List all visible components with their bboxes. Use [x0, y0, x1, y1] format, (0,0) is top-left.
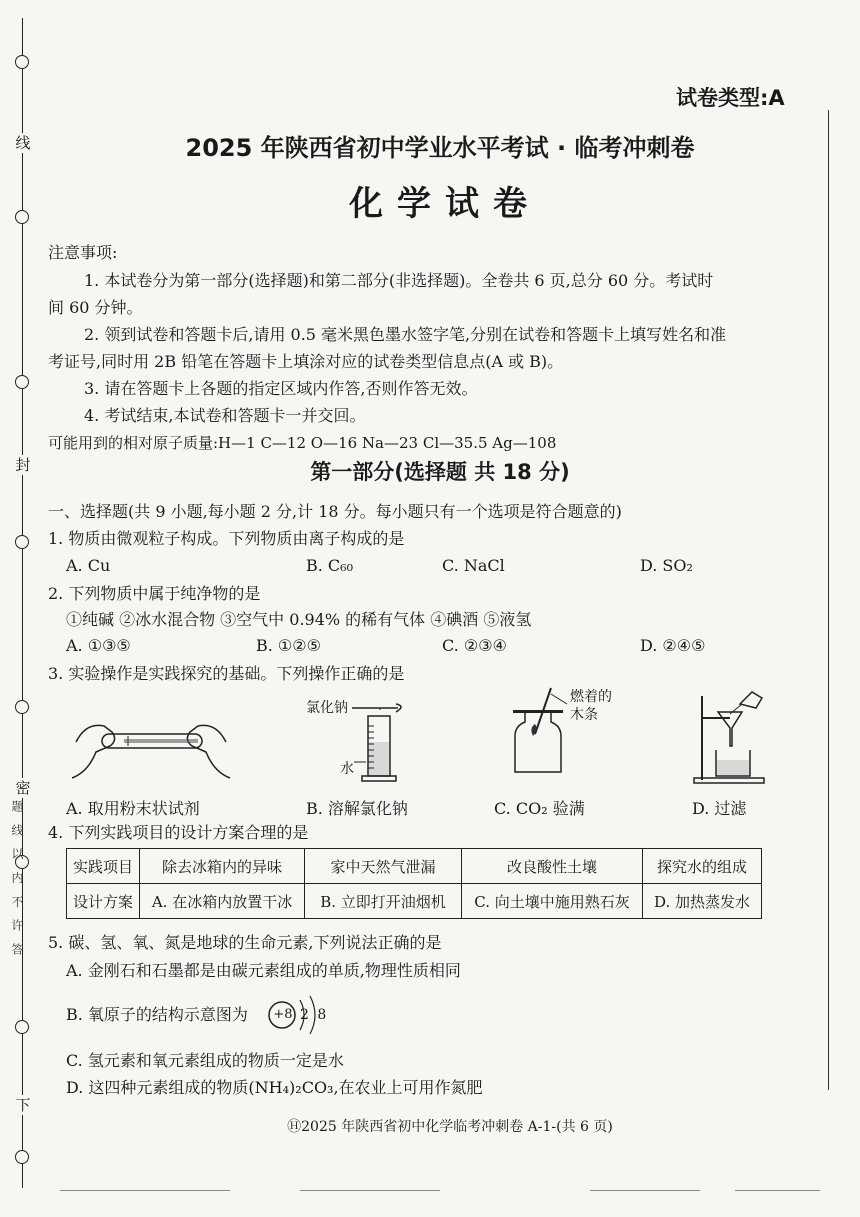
q1-option-c: C. NaCl — [442, 556, 505, 575]
scan-edge — [590, 1190, 700, 1191]
q1-option-a: A. Cu — [66, 556, 111, 575]
part1-instruction: 一、选择题(共 9 小题,每小题 2 分,计 18 分。每小题只有一个选项是符合题意的) — [48, 502, 622, 521]
binding-char-below: 下 — [8, 1095, 38, 1115]
q3-label-water: 水 — [340, 761, 354, 777]
q3-caption-c: C. CO₂ 验满 — [494, 799, 585, 818]
notes-heading: 注意事项: — [48, 243, 118, 262]
q5-option-a: A. 金刚石和石墨都是由碳元素组成的单质,物理性质相同 — [66, 961, 461, 980]
binding-hole — [15, 1150, 29, 1164]
q3-caption-d: D. 过滤 — [692, 799, 747, 818]
note-2-cont: 考证号,同时用 2B 铅笔在答题卡上填涂对应的试卷类型信息点(A 或 B)。 — [48, 352, 564, 371]
binding-hole — [15, 55, 29, 69]
q4-stem: 4. 下列实践项目的设计方案合理的是 — [48, 823, 309, 842]
scan-edge — [300, 1190, 440, 1191]
q1-option-b: B. C₆₀ — [306, 556, 353, 575]
table-cell: 探究水的组成 — [643, 849, 762, 884]
q5-option-b: B. 氧原子的结构示意图为 — [66, 1005, 248, 1024]
exam-subject: 化学试卷 — [349, 184, 541, 224]
atom-shell-labels: 2 8 — [300, 1007, 329, 1023]
binding-side-text: 题 线 以 内 不 许 答 — [10, 800, 24, 959]
atomic-masses: 可能用到的相对原子质量:H—1 C—12 O—16 Na—23 Cl—35.5 Ag—108 — [48, 434, 557, 452]
q4-table — [66, 848, 762, 919]
q3-label-nacl: 氯化钠 — [306, 700, 348, 716]
q2-option-c: C. ②③④ — [442, 636, 507, 655]
q5-option-d: D. 这四种元素组成的物质(NH₄)₂CO₃,在农业上可用作氮肥 — [66, 1078, 483, 1097]
table-cell: 除去冰箱内的异味 — [140, 849, 305, 884]
q2-option-a: A. ①③⑤ — [66, 636, 131, 655]
q2-option-d: D. ②④⑤ — [640, 636, 706, 655]
figure-c-gas-bottle — [505, 684, 575, 784]
q1-stem: 1. 物质由微观粒子构成。下列物质由离子构成的是 — [48, 529, 405, 548]
exam-title: 2025 年陕西省初中学业水平考试 · 临考冲刺卷 — [185, 134, 695, 162]
note-3: 3. 请在答题卡上各题的指定区域内作答,否则作答无效。 — [84, 379, 478, 398]
binding-char-secret: 密 — [8, 778, 38, 798]
figure-a-test-tube — [66, 712, 236, 792]
table-cell: 改良酸性土壤 — [462, 849, 643, 884]
table-cell: C. 向土壤中施用熟石灰 — [462, 884, 643, 919]
table-row — [67, 884, 762, 919]
figure-d-filtration — [690, 688, 770, 788]
q2-stem: 2. 下列物质中属于纯净物的是 — [48, 584, 261, 603]
part1-title: 第一部分(选择题 共 18 分) — [310, 460, 570, 484]
table-cell: 家中天然气泄漏 — [305, 849, 462, 884]
q3-caption-a: A. 取用粉末状试剂 — [66, 799, 200, 818]
q3-label-stick: 木条 — [570, 707, 598, 723]
note-1: 1. 本试卷分为第一部分(选择题)和第二部分(非选择题)。全卷共 6 页,总分 60 分。考试时 — [84, 271, 714, 290]
binding-hole — [15, 535, 29, 549]
binding-hole — [15, 375, 29, 389]
table-cell: 设计方案 — [67, 884, 140, 919]
binding-hole — [15, 700, 29, 714]
note-1-cont: 间 60 分钟。 — [48, 298, 143, 317]
paper-type: 试卷类型:A — [676, 86, 785, 110]
page-footer: Ⓗ2025 年陕西省初中化学临考冲刺卷 A-1-(共 6 页) — [287, 1119, 613, 1135]
q5-option-c: C. 氢元素和氧元素组成的物质一定是水 — [66, 1051, 344, 1070]
q3-caption-b: B. 溶解氯化钠 — [306, 799, 408, 818]
table-cell: 实践项目 — [67, 849, 140, 884]
q3-stem: 3. 实验操作是实践探究的基础。下列操作正确的是 — [48, 664, 405, 683]
q2-items: ①纯碱 ②冰水混合物 ③空气中 0.94% 的稀有气体 ④碘酒 ⑤液氢 — [66, 610, 532, 629]
note-2: 2. 领到试卷和答题卡后,请用 0.5 毫米黑色墨水签字笔,分别在试卷和答题卡上填写姓名和准 — [84, 325, 727, 344]
scan-edge — [60, 1190, 230, 1191]
q2-option-b: B. ①②⑤ — [256, 636, 321, 655]
scan-edge — [735, 1190, 820, 1191]
q1-option-d: D. SO₂ — [640, 556, 693, 575]
table-row — [67, 849, 762, 884]
binding-char-seal: 封 — [8, 455, 38, 475]
figure-b-cylinder — [350, 696, 430, 786]
right-margin-rule — [828, 110, 829, 1090]
binding-char-line: 线 — [8, 133, 38, 153]
table-cell: B. 立即打开油烟机 — [305, 884, 462, 919]
q3-label-burning: 燃着的 — [570, 689, 612, 705]
table-cell: D. 加热蒸发水 — [643, 884, 762, 919]
binding-hole — [15, 1020, 29, 1034]
table-cell: A. 在冰箱内放置干冰 — [140, 884, 305, 919]
q5-stem: 5. 碳、氢、氧、氮是地球的生命元素,下列说法正确的是 — [48, 933, 442, 952]
atom-nucleus-label: +8 — [273, 1007, 293, 1022]
note-4: 4. 考试结束,本试卷和答题卡一并交回。 — [84, 406, 366, 425]
